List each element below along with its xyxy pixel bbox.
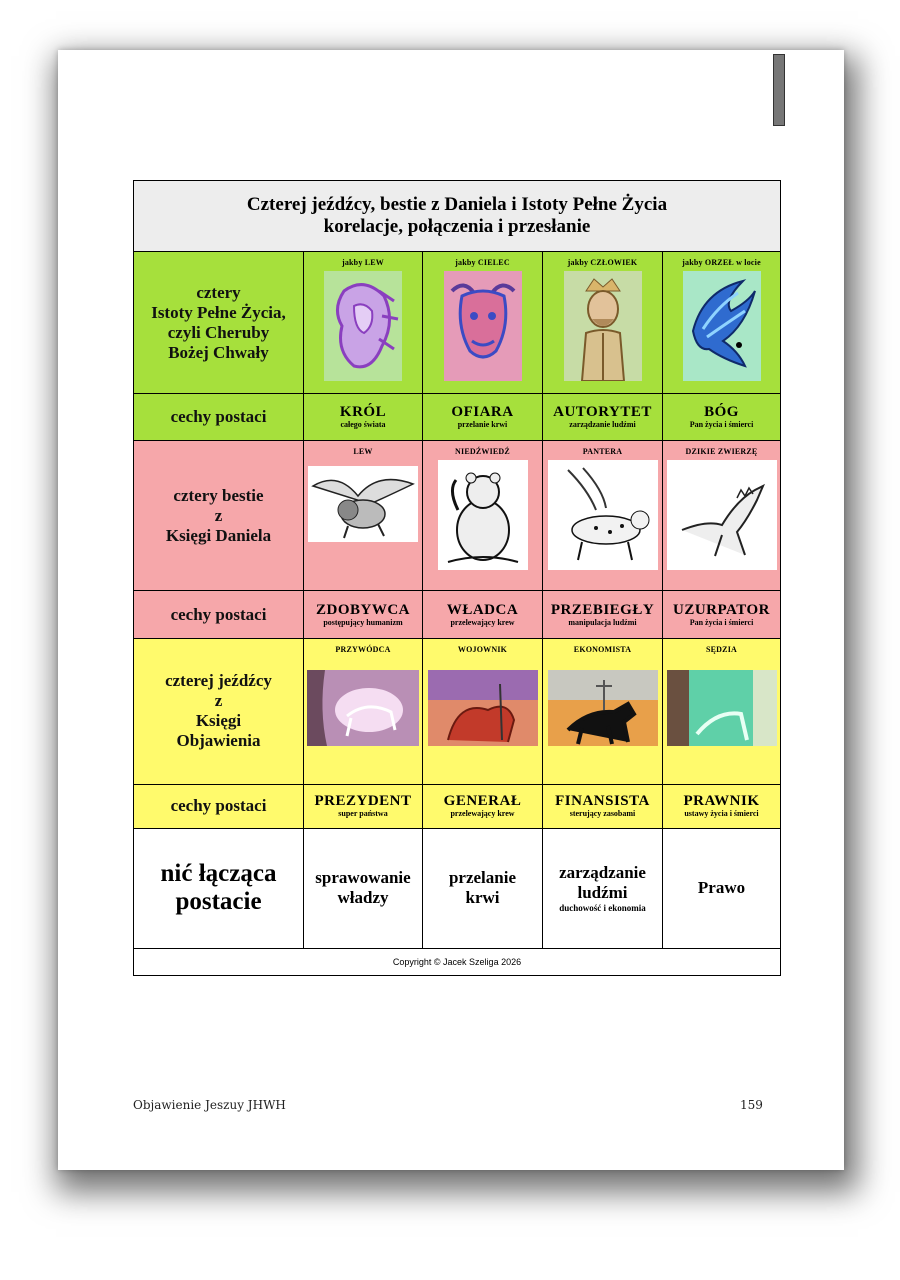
cherubs-label: cztery Istoty Pełne Życia, czyli Cheruby Bożej Chwały xyxy=(134,252,304,394)
trait-cell: GENERAŁ przelewający krew xyxy=(423,784,543,828)
thread-cell: Prawo xyxy=(663,828,781,948)
pale-horse-rider-image xyxy=(667,670,777,746)
copyright: Copyright © Jacek Szeliga 2026 xyxy=(134,948,781,975)
rider-judge-cell: SĘDZIA xyxy=(663,638,781,784)
man-cherub-image xyxy=(564,271,642,381)
wild-beast-image xyxy=(667,460,777,570)
beast-panther-cell: PANTERA xyxy=(543,441,663,591)
winged-lion-image xyxy=(308,466,418,542)
trait-cell: WŁADCA przelewający krew xyxy=(423,591,543,638)
trait-cell: PRZEBIEGŁY manipulacja ludźmi xyxy=(543,591,663,638)
table-title: Czterej jeźdźcy, bestie z Daniela i Istoty Pełne Życia korelacje, połączenia i przesłanie xyxy=(134,181,781,252)
beast-wild-cell: DZIKIE ZWIERZĘ xyxy=(663,441,781,591)
trait-cell: UZURPATOR Pan życia i śmierci xyxy=(663,591,781,638)
thread-cell: przelanie krwi xyxy=(423,828,543,948)
cherubs-traits-label: cechy postaci xyxy=(134,394,304,441)
trait-cell: ZDOBYWCA postępujący humanizm xyxy=(304,591,423,638)
footer-page-number: 159 xyxy=(740,1098,763,1112)
trait-cell: FINANSISTA sterujący zasobami xyxy=(543,784,663,828)
red-horse-rider-image xyxy=(428,670,538,746)
white-horse-rider-image xyxy=(307,670,419,746)
beast-bear-cell: NIEDŹWIEDŹ xyxy=(423,441,543,591)
cherub-man-cell: jakby CZŁOWIEK xyxy=(543,252,663,394)
trait-cell: PREZYDENT super państwa xyxy=(304,784,423,828)
beast-lion-cell: LEW xyxy=(304,441,423,591)
trait-cell: KRÓL całego świata xyxy=(304,394,423,441)
lion-cherub-image xyxy=(324,271,402,381)
rider-warrior-cell: WOJOWNIK xyxy=(423,638,543,784)
thread-cell: sprawowanie władzy xyxy=(304,828,423,948)
riders-label: czterej jeźdźcy z Księgi Objawienia xyxy=(134,638,304,784)
eagle-cherub-image xyxy=(683,271,761,381)
winged-leopard-image xyxy=(548,460,658,570)
calf-cherub-image xyxy=(444,271,522,381)
trait-cell: OFIARA przelanie krwi xyxy=(423,394,543,441)
rider-economist-cell: EKONOMISTA xyxy=(543,638,663,784)
cherub-lion-cell: jakby LEW xyxy=(304,252,423,394)
footer-book-title: Objawienie Jeszuy JHWH xyxy=(133,1098,286,1112)
cherub-calf-cell: jakby CIELEC xyxy=(423,252,543,394)
beasts-traits-label: cechy postaci xyxy=(134,591,304,638)
trait-cell: PRAWNIK ustawy życia i śmierci xyxy=(663,784,781,828)
bear-image xyxy=(438,460,528,570)
cherub-eagle-cell: jakby ORZEŁ w locie xyxy=(663,252,781,394)
thread-label: nić łącząca postacie xyxy=(134,828,304,948)
riders-traits-label: cechy postaci xyxy=(134,784,304,828)
correlation-table xyxy=(133,180,781,976)
trait-cell: AUTORYTET zarządzanie ludźmi xyxy=(543,394,663,441)
thread-cell: zarządzanie ludźmi duchowość i ekonomia xyxy=(543,828,663,948)
trait-cell: BÓG Pan życia i śmierci xyxy=(663,394,781,441)
page-edge-marker xyxy=(773,54,785,126)
rider-leader-cell: PRZYWÓDCA xyxy=(304,638,423,784)
beasts-label: cztery bestie z Księgi Daniela xyxy=(134,441,304,591)
black-horse-rider-image xyxy=(548,670,658,746)
